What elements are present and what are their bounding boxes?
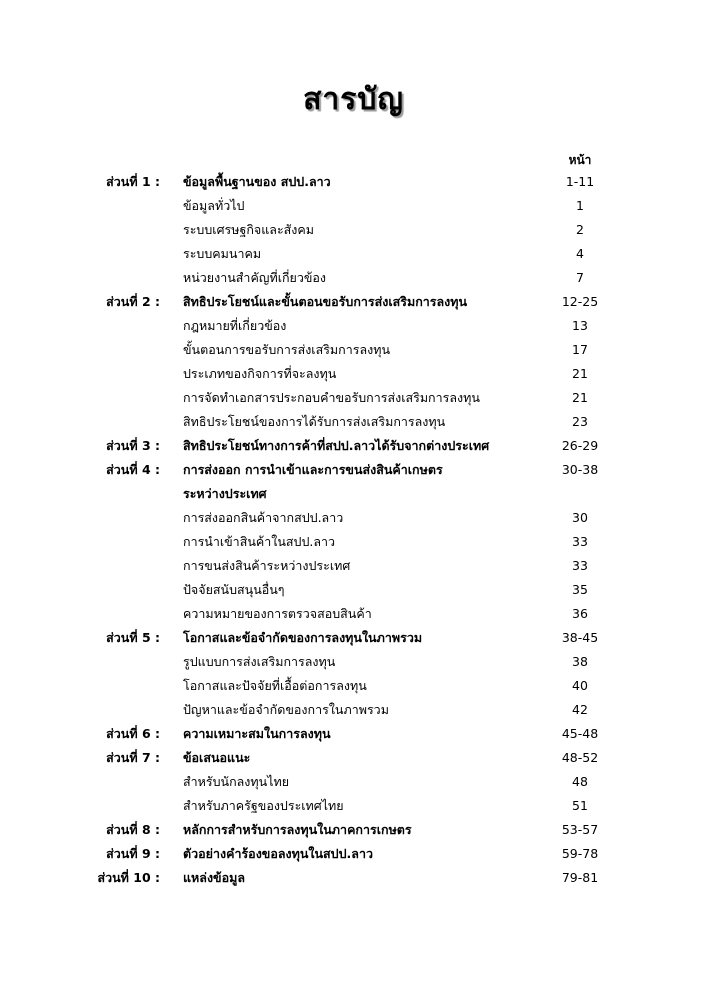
toc-entry-label: ปัจจัยสนับสนุนอื่นๆ <box>183 582 285 597</box>
page-number: 33 <box>572 558 588 573</box>
toc-entry-label: สิทธิประโยชน์และขั้นตอนขอรับการส่งเสริมการลงทุน <box>183 294 468 309</box>
toc-entry-row <box>0 578 707 602</box>
toc-entry-label: กฎหมายที่เกี่ยวข้อง <box>183 318 287 333</box>
toc-entry-row <box>0 410 707 434</box>
page-number: 35 <box>572 582 588 597</box>
page-number: 2 <box>576 222 584 237</box>
toc-entry-row <box>0 794 707 818</box>
toc-entry-row <box>0 242 707 266</box>
page-number: 79-81 <box>561 870 599 885</box>
page-number: 1 <box>576 198 584 213</box>
toc-section-row <box>0 170 707 194</box>
section-number: ส่วนที่ 7 : <box>106 750 160 765</box>
toc-entry-label: การนำเข้าสินค้าในสปป.ลาว <box>183 534 336 549</box>
toc-entry-row <box>0 266 707 290</box>
toc-entry-label: โอกาสและข้อจำกัดของการลงทุนในภาพรวม <box>183 630 423 645</box>
page-number: 38 <box>572 654 588 669</box>
page-number: 12-25 <box>561 294 599 309</box>
toc-entry-row <box>0 530 707 554</box>
toc-entry-label: ปัญหาและข้อจำกัดของการในภาพรวม <box>183 702 389 717</box>
page-number: 36 <box>572 606 588 621</box>
toc-entry-label: ระบบเศรษฐกิจและสังคม <box>183 222 315 237</box>
toc-section-row <box>0 626 707 650</box>
section-number: ส่วนที่ 1 : <box>106 174 160 189</box>
page-number: 7 <box>576 270 584 285</box>
toc-entry-row <box>0 338 707 362</box>
section-number: ส่วนที่ 3 : <box>106 438 160 453</box>
toc-entry-label: โอกาสและปัจจัยที่เอื้อต่อการลงทุน <box>183 678 367 693</box>
toc-entry-label: ความเหมาะสมในการลงทุน <box>183 726 331 741</box>
section-number: ส่วนที่ 5 : <box>106 630 160 645</box>
page-number: 1-11 <box>565 174 595 189</box>
toc-entry-label: สิทธิประโยชน์ทางการค้าที่สปป.ลาวได้รับจากต่างประเทศ <box>183 438 490 453</box>
page-number: 42 <box>572 702 588 717</box>
toc-section-row <box>0 842 707 866</box>
section-number: ส่วนที่ 2 : <box>106 294 160 309</box>
toc-section-row <box>0 746 707 770</box>
page-number: 59-78 <box>561 846 599 861</box>
page-number: 21 <box>572 390 588 405</box>
page-number: 48 <box>572 774 588 789</box>
toc-section-row <box>0 866 707 890</box>
toc-entry-row <box>0 770 707 794</box>
section-number: ส่วนที่ 4 : <box>106 462 160 477</box>
toc-entry-row <box>0 194 707 218</box>
toc-entry-label: ระบบคมนาคม <box>183 246 262 261</box>
toc-entry-row <box>0 698 707 722</box>
toc-entry-row <box>0 554 707 578</box>
page-number: 13 <box>572 318 588 333</box>
page-number: 30 <box>572 510 588 525</box>
section-number: ส่วนที่ 9 : <box>106 846 160 861</box>
page-number: 23 <box>572 414 588 429</box>
toc-entry-label: การส่งออกสินค้าจากสปป.ลาว <box>183 510 344 525</box>
toc-entry-label: ขั้นตอนการขอรับการส่งเสริมการลงทุน <box>183 342 391 357</box>
table-of-contents <box>0 170 707 890</box>
toc-entry-label: สำหรับภาครัฐของประเทศไทย <box>183 798 344 813</box>
page-number: 26-29 <box>561 438 599 453</box>
toc-entry-label: ประเภทของกิจการที่จะลงทุน <box>183 366 337 381</box>
page-number: 38-45 <box>561 630 599 645</box>
page-number: 45-48 <box>561 726 599 741</box>
toc-section-row <box>0 722 707 746</box>
toc-entry-row <box>0 674 707 698</box>
toc-entry-row <box>0 386 707 410</box>
section-number: ส่วนที่ 10 : <box>97 870 160 885</box>
toc-entry-label: ข้อมูลพื้นฐานของ สปป.ลาว <box>183 174 331 189</box>
page-number: 53-57 <box>561 822 599 837</box>
page-number: 51 <box>572 798 588 813</box>
toc-entry-label: ความหมายของการตรวจสอบสินค้า <box>183 606 372 621</box>
page-number: 17 <box>572 342 588 357</box>
toc-entry-label: ข้อมูลทั่วไป <box>183 198 245 213</box>
page-title: สารบัญ <box>303 82 404 117</box>
toc-entry-label: สิทธิประโยชน์ของการได้รับการส่งเสริมการลงทุน <box>183 414 446 429</box>
section-number: ส่วนที่ 6 : <box>106 726 160 741</box>
toc-entry-row <box>0 362 707 386</box>
toc-entry-label: ระหว่างประเทศ <box>183 486 267 501</box>
page-number: 30-38 <box>561 462 599 477</box>
toc-entry-label: การจัดทำเอกสารประกอบคำขอรับการส่งเสริมการลงทุน <box>183 390 480 405</box>
toc-entry-row <box>0 314 707 338</box>
toc-entry-row <box>0 218 707 242</box>
page-number: 4 <box>576 246 584 261</box>
toc-section-row <box>0 818 707 842</box>
toc-entry-label: หลักการสำหรับการลงทุนในภาคการเกษตร <box>183 822 412 837</box>
toc-entry-label: รูปแบบการส่งเสริมการลงทุน <box>183 654 336 669</box>
toc-entry-row <box>0 602 707 626</box>
page-number: 40 <box>572 678 588 693</box>
toc-entry-label: หน่วยงานสำคัญที่เกี่ยวข้อง <box>183 270 327 285</box>
toc-entry-label: สำหรับนักลงทุนไทย <box>183 774 290 789</box>
page-number: 48-52 <box>561 750 599 765</box>
toc-entry-label: การขนส่งสินค้าระหว่างประเทศ <box>183 558 351 573</box>
toc-section-row <box>0 290 707 314</box>
toc-entry-row <box>0 506 707 530</box>
toc-section-row <box>0 458 707 482</box>
section-number: ส่วนที่ 8 : <box>106 822 160 837</box>
toc-entry-label: การส่งออก การนำเข้าและการขนส่งสินค้าเกษตร <box>183 462 443 477</box>
toc-entry-label: ตัวอย่างคำร้องขอลงทุนในสปป.ลาว <box>183 846 373 861</box>
toc-entry-row <box>0 650 707 674</box>
toc-entry-label: ข้อเสนอแนะ <box>183 750 251 765</box>
toc-section-row <box>0 434 707 458</box>
toc-entry-label: แหล่งข้อมูล <box>183 870 246 885</box>
page-number: 21 <box>572 366 588 381</box>
page-column-header: หน้า <box>568 153 592 167</box>
toc-entry-row <box>0 482 707 506</box>
page-number: 33 <box>572 534 588 549</box>
